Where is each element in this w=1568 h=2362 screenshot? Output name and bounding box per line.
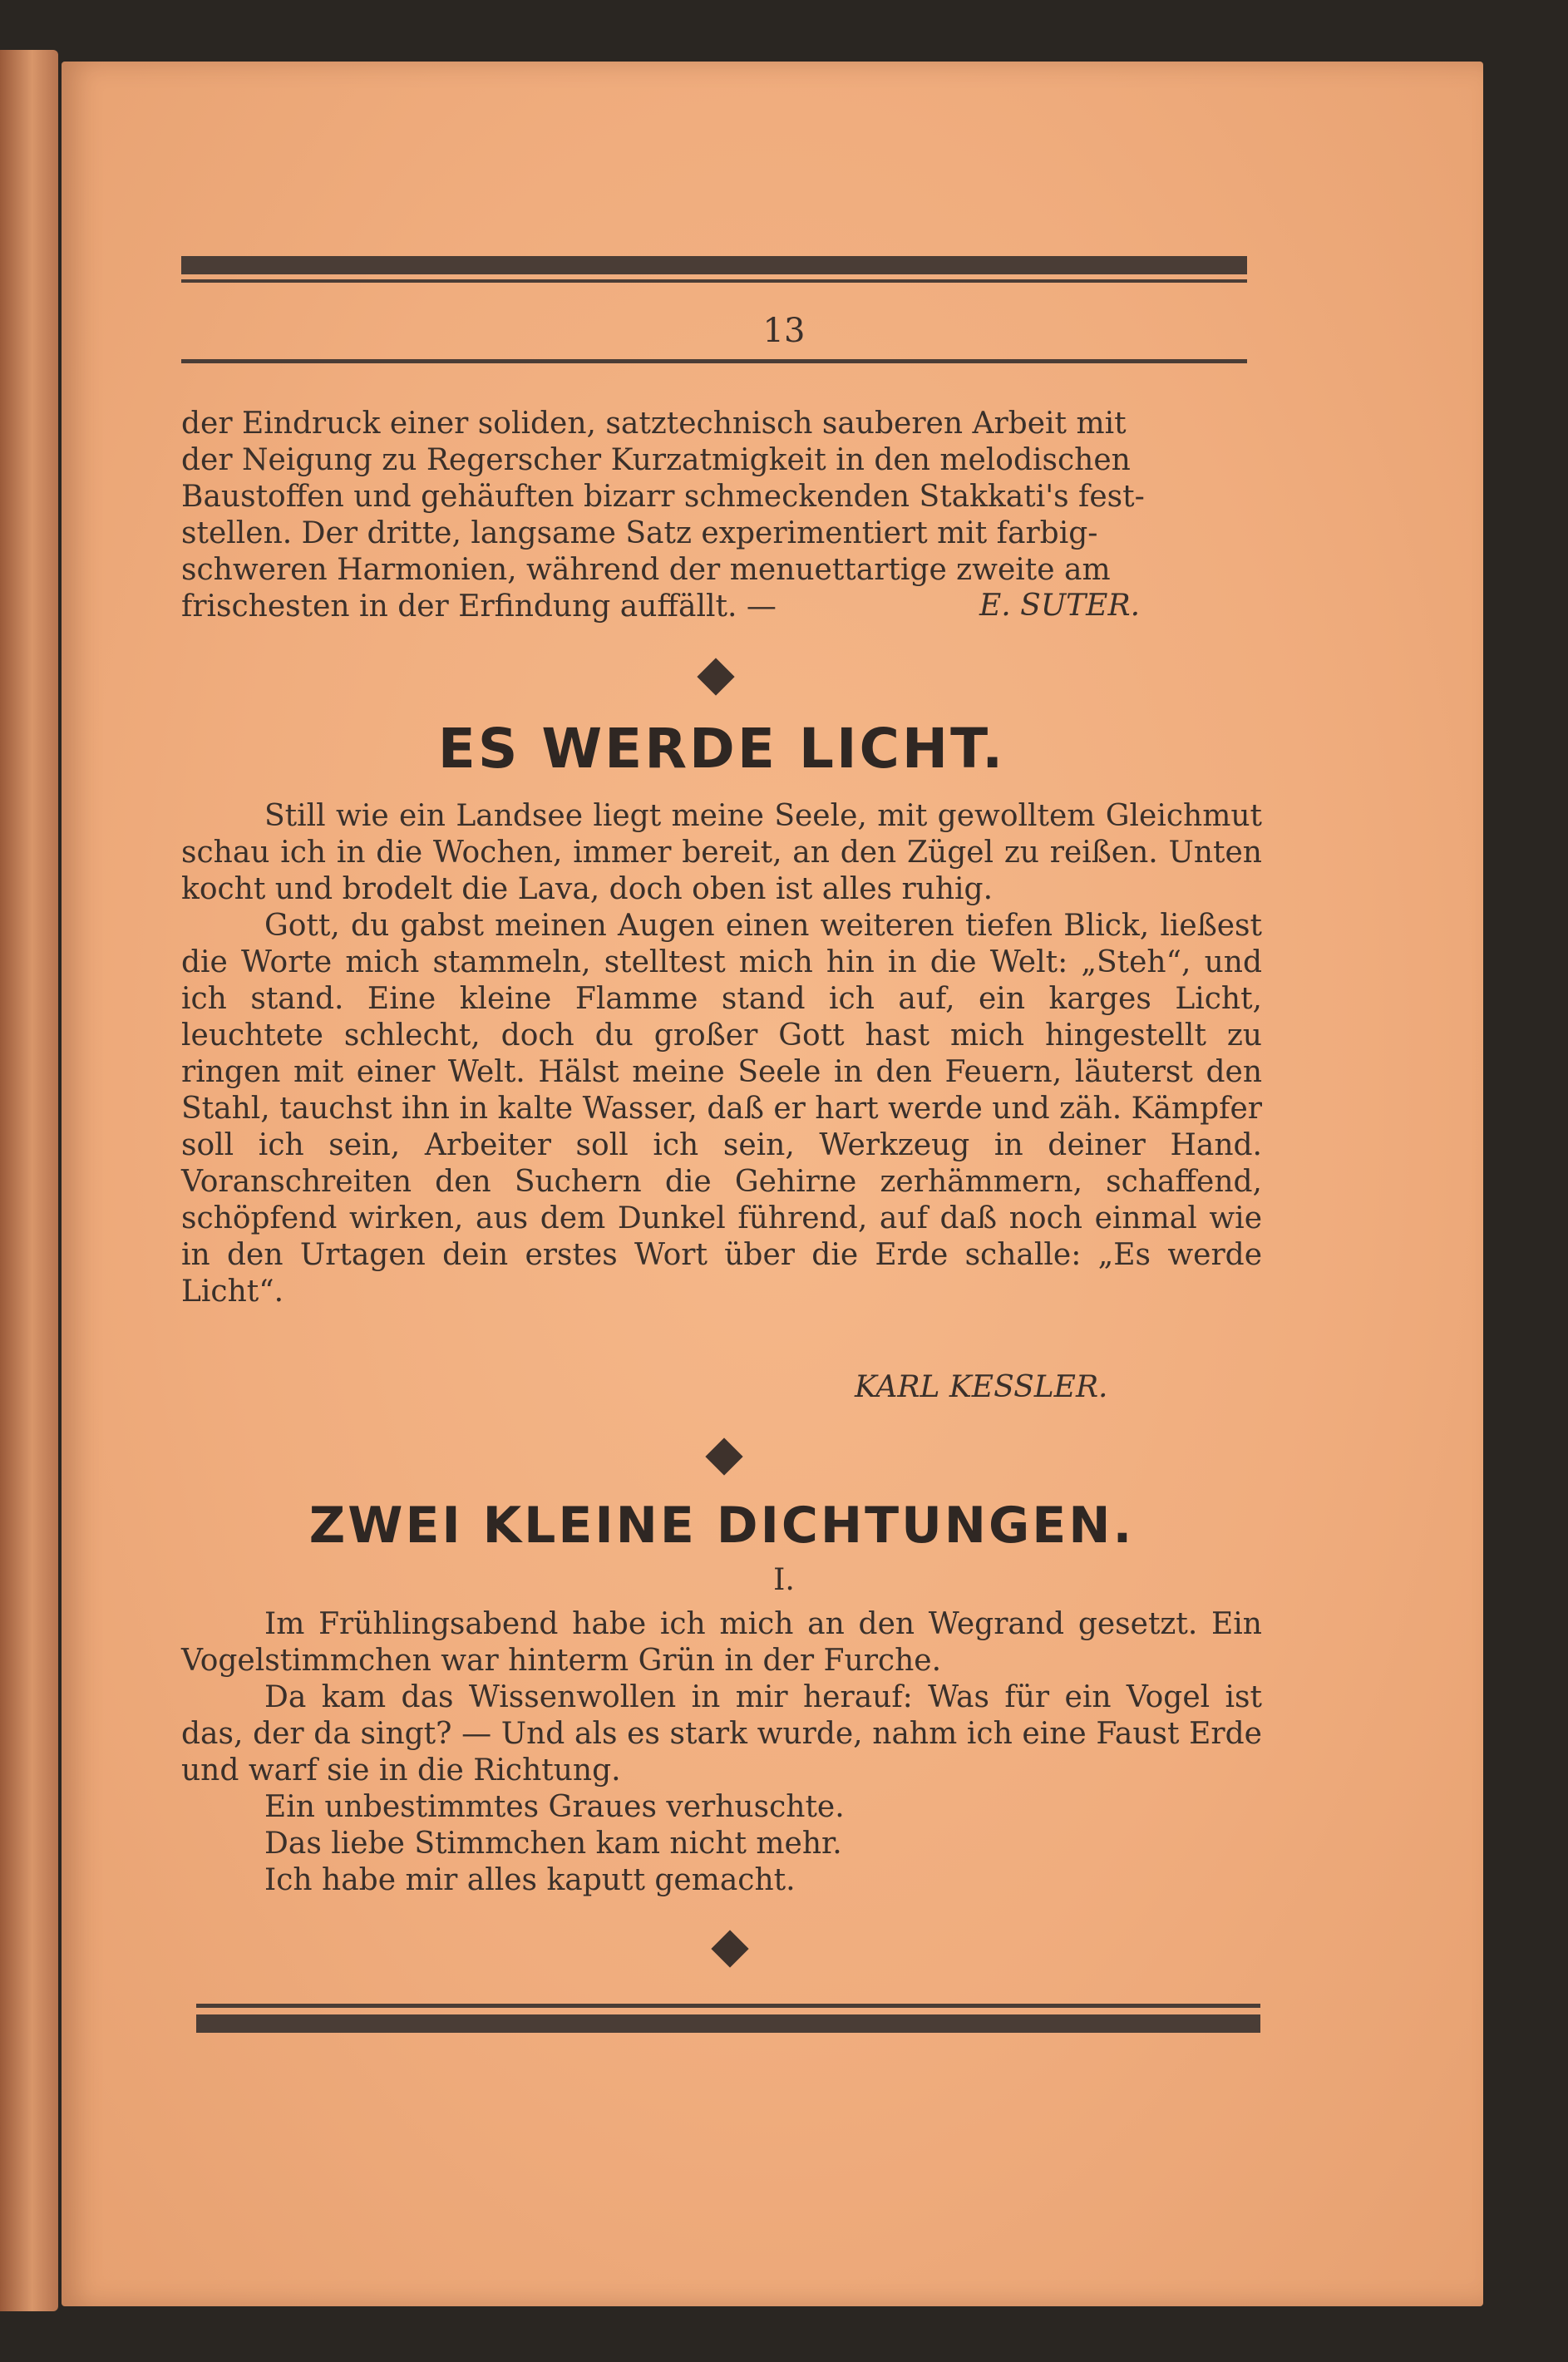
intro-line: Baustoffen und gehäuften bizarr schmeckenden Stakkati's fest- [181, 480, 1145, 514]
section1-body [181, 798, 1262, 1310]
poem-paragraph: Da kam das Wissenwollen in mir herauf: Was für ein Vogel ist das, der da singt? — Und als es stark wurde, nahm ich eine Faust Erde und warf sie in die Richtung. [181, 1680, 1262, 1788]
author-kessler: KARL KESSLER. [855, 1370, 1108, 1404]
intro-line: der Neigung zu Regerscher Kurzatmigkeit in den melodischen [181, 443, 1131, 477]
poem-numeral: I. [773, 1563, 795, 1597]
header-underline [181, 359, 1247, 363]
section2-body [181, 1606, 1262, 1899]
page-number: 13 [762, 312, 806, 350]
poem-paragraph: Im Frühlingsabend habe ich mich an den Wegrand gesetzt. Ein Vogelstimmchen war hinterm Grün in der Furche. [181, 1607, 1262, 1678]
intro-line: schweren Harmonien, während der menuettartige zweite am [181, 553, 1111, 587]
section-title-zwei-kleine-dichtungen: ZWEI KLEINE DICHTUNGEN. [308, 1497, 1135, 1555]
section-title-es-werde-licht: ES WERDE LICHT. [437, 717, 1006, 781]
intro-line: frischesten in der Erfindung auffällt. — [181, 589, 777, 624]
poem-line: Ich habe mir alles kaputt gemacht. [264, 1863, 796, 1897]
poem-line: Ein unbestimmtes Graues verhuschte. [264, 1790, 845, 1824]
facing-page-edge [0, 50, 58, 2311]
poem-line: Das liebe Stimmchen kam nicht mehr. [264, 1827, 842, 1861]
intro-line: der Eindruck einer soliden, satztechnisch sauberen Arbeit mit [181, 407, 1127, 441]
section1-paragraph: Gott, du gabst meinen Augen einen weiteren tiefen Blick, ließest die Worte mich stammeln, stelltest mich hin in die Welt: „Steh“, und ich stand. Eine kleine Flamme stand ich auf, ein karges Licht, leuchtete schlecht, doch du großer Gott hast mich hingestellt zu ringen mit einer Welt. Hälst meine Seele in den Feuern, läuterst den Stahl, tauchst ihn in kalte Wasser, daß er hart werde und zäh. Kämpfer soll ich sein, Arbeiter soll ich sein, Werkzeug in deiner Hand. Voranschreiten den Suchern die Gehirne zerhämmern, schaffend, schöpfend wirken, aus dem Dunkel führend, auf daß noch einmal wie in den Urtagen dein erstes Wort über die Erde schalle: „Es werde Licht“. [181, 909, 1262, 1309]
top-rule [181, 256, 1247, 283]
bottom-rule [196, 2004, 1260, 2033]
intro-line: stellen. Der dritte, langsame Satz experimentiert mit farbig- [181, 516, 1098, 550]
section1-paragraph: Still wie ein Landsee liegt meine Seele, mit gewolltem Gleichmut schau ich in die Wochen, immer bereit, an den Zügel zu reißen. Unten kocht und brodelt die Lava, doch oben ist alles ruhig. [181, 799, 1262, 906]
author-suter: E. SUTER. [979, 589, 1141, 623]
